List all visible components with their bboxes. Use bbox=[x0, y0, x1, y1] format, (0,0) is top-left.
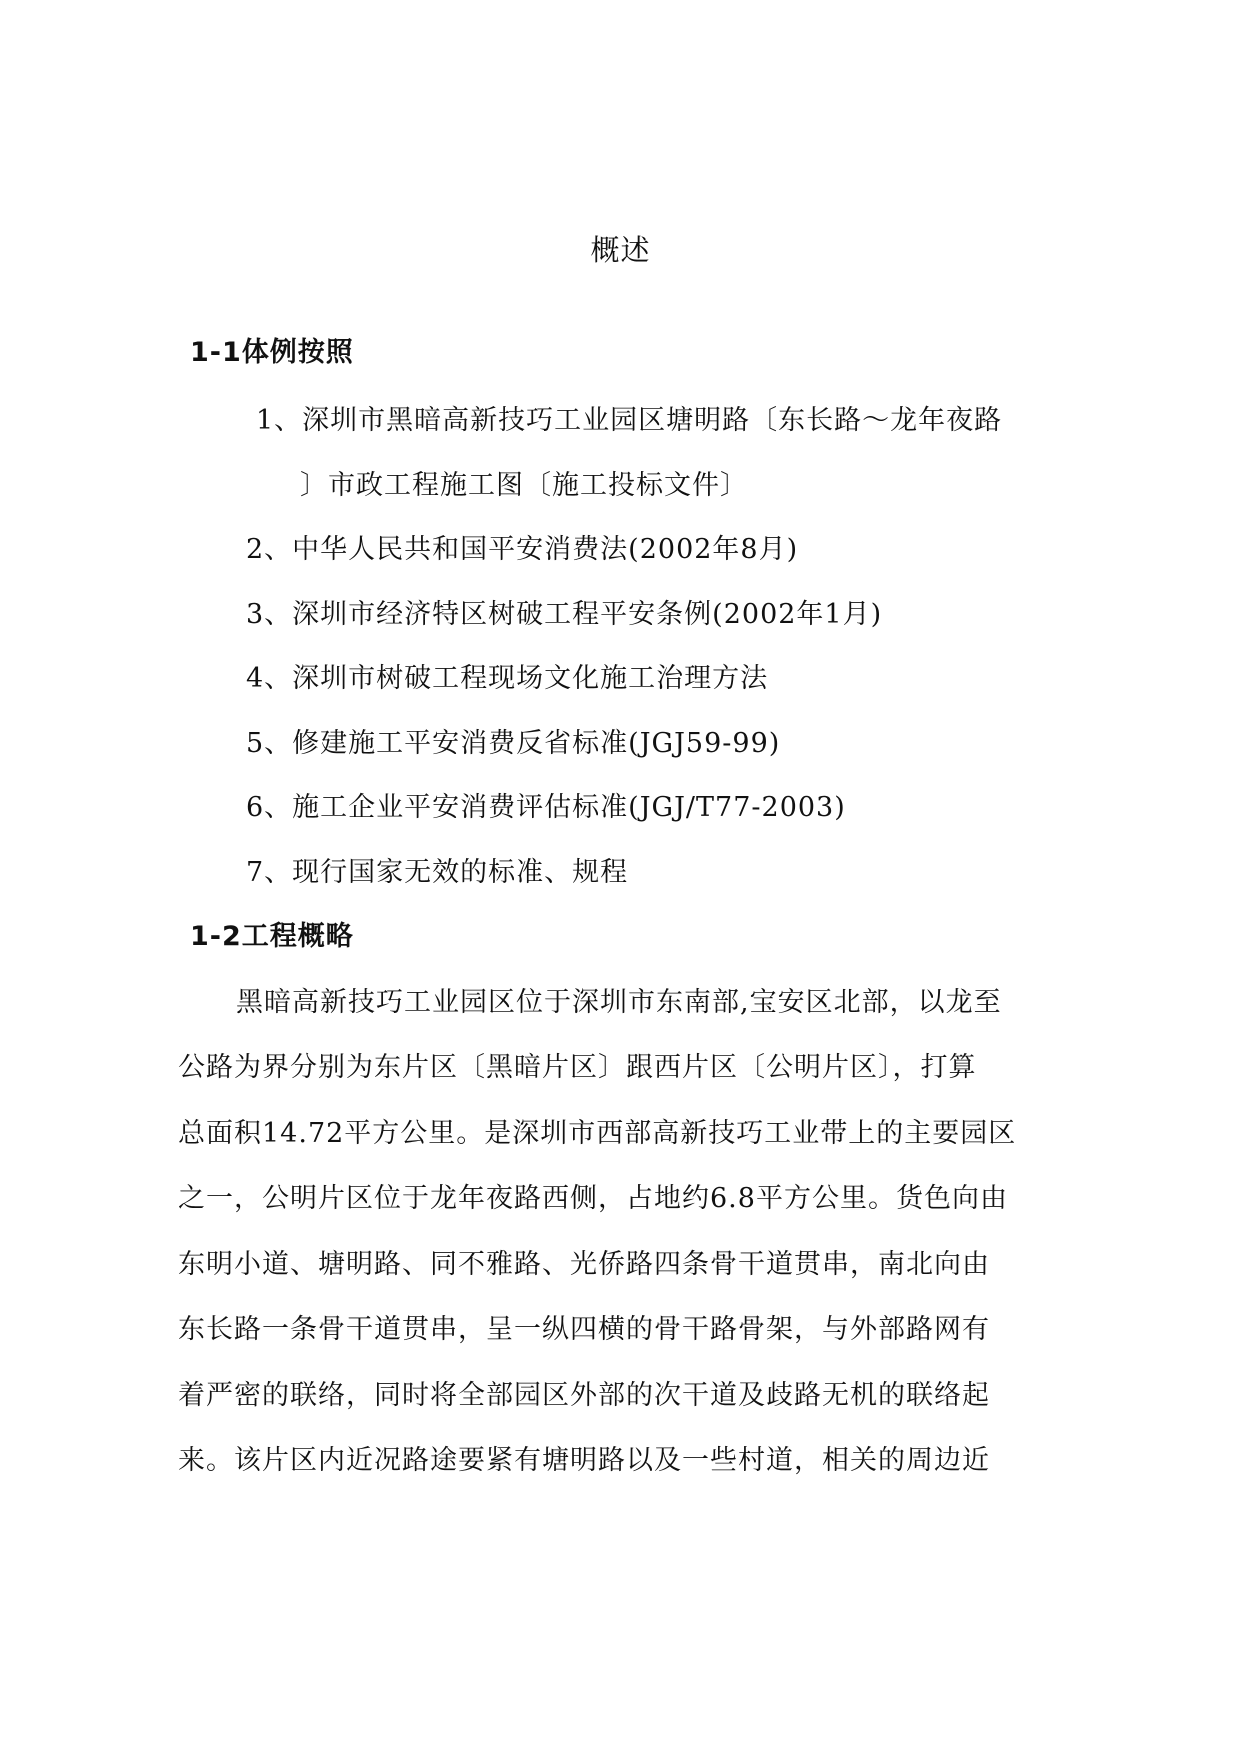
basis-item-2: 2、中华人民共和国平安消费法(2002年8月) bbox=[246, 534, 799, 565]
overview-paragraph-line-7: 着严密的联络，同时将全部园区外部的次干道及歧路无机的联络起 bbox=[178, 1380, 990, 1411]
overview-paragraph-line-8: 来。该片区内近况路途要紧有塘明路以及一些村道，相关的周边近 bbox=[178, 1445, 990, 1476]
overview-paragraph-line-4: 之一，公明片区位于龙年夜路西侧，占地约6.8平方公里。货色向由 bbox=[178, 1183, 1008, 1214]
page-title: 概述 bbox=[590, 233, 651, 267]
overview-paragraph-line-6: 东长路一条骨干道贯串，呈一纵四横的骨干路骨架，与外部路网有 bbox=[178, 1314, 990, 1345]
basis-item-3: 3、深圳市经济特区树破工程平安条例(2002年1月) bbox=[246, 599, 883, 630]
basis-item-4: 4、深圳市树破工程现场文化施工治理方法 bbox=[246, 663, 769, 694]
basis-item-5: 5、修建施工平安消费反省标准(JGJ59-99) bbox=[246, 728, 781, 759]
section-heading-overview: 1-2工程概略 bbox=[190, 921, 354, 952]
overview-paragraph-line-2: 公路为界分别为东片区〔黑暗片区〕跟西片区〔公明片区〕，打算 bbox=[178, 1052, 977, 1083]
basis-item-6: 6、施工企业平安消费评估标准(JGJ/T77-2003) bbox=[246, 792, 846, 823]
overview-paragraph-line-1: 黑暗高新技巧工业园区位于深圳市东南部,宝安区北部，以龙至 bbox=[236, 987, 1002, 1018]
basis-item-7: 7、现行国家无效的标准、规程 bbox=[246, 857, 629, 888]
basis-item-1-continued: 〕市政工程施工图〔施工投标文件〕 bbox=[300, 470, 748, 501]
section-heading-basis: 1-1体例按照 bbox=[190, 337, 354, 368]
basis-item-1: 1、深圳市黑暗高新技巧工业园区塘明路〔东长路～龙年夜路 bbox=[256, 405, 1003, 436]
overview-paragraph-line-5: 东明小道、塘明路、同不雅路、光侨路四条骨干道贯串，南北向由 bbox=[178, 1249, 990, 1280]
overview-paragraph-line-3: 总面积14.72平方公里。是深圳市西部高新技巧工业带上的主要园区 bbox=[178, 1118, 1017, 1149]
